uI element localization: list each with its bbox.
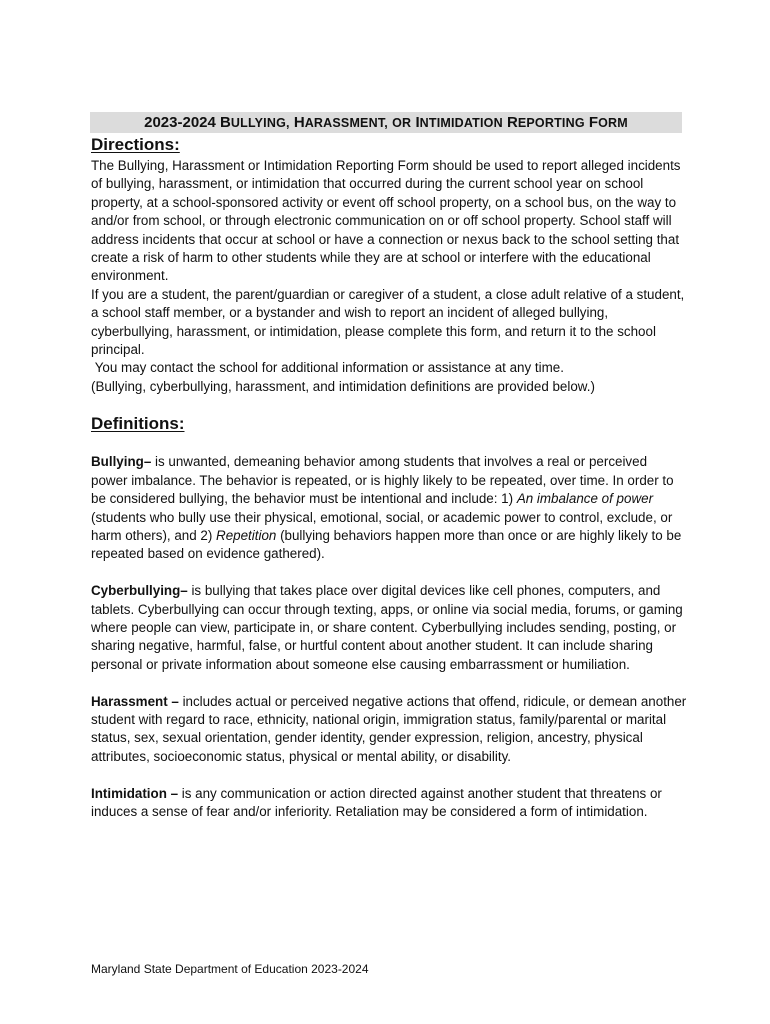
definition-harassment bbox=[91, 693, 687, 767]
title-word: HARASSMENT, bbox=[293, 114, 388, 131]
definition-term: Cyberbullying– bbox=[91, 583, 188, 599]
document-body bbox=[91, 134, 687, 840]
definition-bullying bbox=[91, 453, 687, 563]
definition-italic: Repetition bbox=[216, 527, 277, 543]
title-word: OR bbox=[392, 116, 412, 130]
title-word: FORM bbox=[588, 114, 628, 131]
directions-heading: Directions: bbox=[91, 135, 180, 154]
form-title bbox=[90, 112, 682, 133]
definition-term: Bullying– bbox=[91, 454, 152, 470]
definition-italic: An imbalance of power bbox=[516, 491, 654, 507]
definition-text: is any communication or action directed against another student that threatens or induces a sense of fear and/or inferiority. Retaliation may be considered a form of intimidation. bbox=[91, 785, 662, 819]
definition-cyberbullying bbox=[91, 582, 687, 674]
definitions-heading: Definitions: bbox=[91, 414, 185, 434]
definition-intimidation bbox=[91, 785, 687, 822]
definition-text: (students who bully use their physical, emotional, social, or academic power to control, exclude, or harm others), and 2) bbox=[91, 509, 673, 543]
definition-text: (bullying behaviors happen more than once or are highly likely to be repeated based on evidence gathered). bbox=[91, 527, 682, 562]
title-year: 2023-2024 bbox=[144, 114, 216, 131]
definition-text: is unwanted, demeaning behavior among students that involves a real or perceived power imbalance. The behavior is repeated, or is highly likely to be repeated, over time. In order to be considered bullying, the behavior must be intentional and include: 1) bbox=[91, 454, 674, 507]
title-word: REPORTING bbox=[507, 114, 585, 131]
definition-text: is bullying that takes place over digital devices like cell phones, computers, and tablets. Cyberbullying can occur through texting, apps, or online via social media, forums, or gaming where people can view, participate in, or share content. Cyberbullying includes sending, posting, or sharing negative, harmful, false, or hurtful content about another student. It can include sharing personal or private information about someone else causing embarrassment or humiliation. bbox=[91, 583, 683, 672]
directions-paragraph: If you are a student, the parent/guardian or caregiver of a student, a close adult relative of a student, a school staff member, or a bystander and wish to report an incident of alleged bullying, cyberbullying, harassment, or intimidation, please complete this form, and return it to the school principal. bbox=[91, 286, 685, 358]
directions-paragraph: (Bullying, cyberbullying, harassment, and intimidation definitions are provided below.) bbox=[91, 378, 595, 394]
title-word: INTIMIDATION bbox=[415, 114, 503, 131]
page-footer: Maryland State Department of Education 2023-2024 bbox=[91, 962, 369, 976]
definition-term: Intimidation – bbox=[91, 785, 179, 801]
definition-term: Harassment – bbox=[91, 693, 179, 709]
directions-paragraph: The Bullying, Harassment or Intimidation Reporting Form should be used to report alleged incidents of bullying, harassment, or intimidation that occurred during the current school year on school property, at a school-sponsored activity or event off school property, on a school bus, on the way to and/or from school, or through electronic communication on or off school property. School staff will address incidents that occur at school or have a connection or nexus back to the school setting that create a risk of harm to other students while they are at school or interfere with the educational environment. bbox=[91, 158, 681, 284]
directions-paragraph: You may contact the school for additional information or assistance at any time. bbox=[91, 360, 564, 376]
title-word: BULLYING, bbox=[220, 114, 290, 131]
definition-text: includes actual or perceived negative actions that offend, ridicule, or demean another student with regard to race, ethnicity, national origin, immigration status, family/parental or marital status, sex, sexual orientation, gender identity, gender expression, religion, ancestry, physical attributes, socioeconomic status, physical or mental ability, or disability. bbox=[91, 693, 687, 764]
